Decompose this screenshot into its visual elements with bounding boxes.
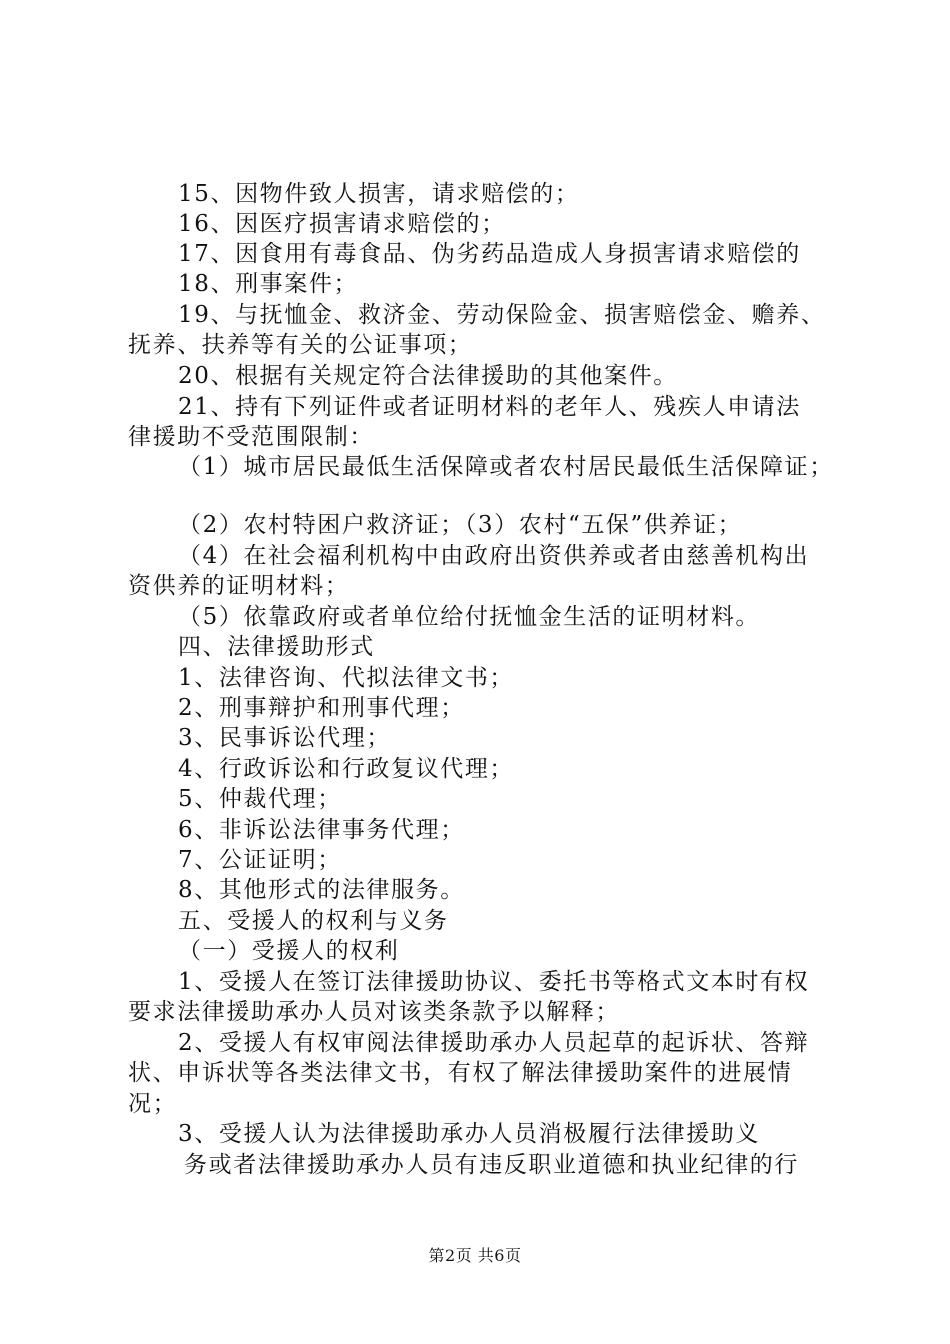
text-line: 16、因医疗损害请求赔偿的； (178, 211, 506, 237)
text-line: 21、持有下列证件或者证明材料的老年人、残疾人申请法 (178, 394, 801, 420)
text-line: 律援助不受范围限制： (128, 424, 374, 450)
text-line: （4）在社会福利机构中由政府出资供养或者由慈善机构出 (178, 543, 810, 569)
subsection-heading: （一）受援人的权利 (178, 938, 400, 964)
text-line: 要求法律援助承办人员对该类条款予以解释； (128, 999, 620, 1025)
text-line: 15、因物件致人损害，请求赔偿的； (178, 181, 580, 207)
text-line: （1）城市居民最低生活保障或者农村居民最低生活保障证； (178, 454, 834, 480)
text-line: 17、因食用有毒食品、伪劣药品造成人身损害请求赔偿的 (178, 241, 801, 267)
text-line: 19、与抚恤金、救济金、劳动保险金、损害赔偿金、赡养、 (178, 302, 826, 328)
text-line: 3、民事诉讼代理； (178, 725, 392, 751)
text-line: 4、行政诉讼和行政复议代理； (178, 756, 515, 782)
text-line: 20、根据有关规定符合法律援助的其他案件。 (178, 363, 678, 389)
text-line: 5、仲裁代理； (178, 786, 342, 812)
text-line: 1、法律咨询、代拟法律文书； (178, 665, 515, 691)
text-line: 2、刑事辩护和刑事代理； (178, 695, 465, 721)
text-line: 抚养、扶养等有关的公证事项； (128, 332, 473, 358)
text-line: 况； (128, 1091, 178, 1117)
text-line: 务或者法律援助承办人员有违反职业道德和执业纪律的行 (184, 1152, 799, 1178)
text-line: 18、刑事案件； (178, 271, 359, 297)
text-line: 7、公证证明； (178, 847, 342, 873)
text-line: 状、申诉状等各类法律文书，有权了解法律援助案件的进展情 (128, 1060, 793, 1086)
text-line: 1、受援人在签订法律援助协议、委托书等格式文本时有权 (178, 969, 810, 995)
page-footer: 第2页 共6页 (428, 1246, 522, 1265)
text-line: （5）依靠政府或者单位给付抚恤金生活的证明材料。 (178, 604, 761, 630)
text-line: 8、其他形式的法律服务。 (178, 877, 465, 903)
text-line: 3、受援人认为法律援助承办人员消极履行法律援助义 (178, 1121, 761, 1147)
section-heading: 四、法律援助形式 (178, 634, 375, 660)
text-line: 资供养的证明材料； (128, 573, 350, 599)
text-line: 2、受援人有权审阅法律援助承办人员起草的起诉状、答辩 (178, 1030, 810, 1056)
text-line: 6、非诉讼法律事务代理； (178, 817, 465, 843)
section-heading: 五、受援人的权利与义务 (178, 908, 449, 934)
text-line: （2）农村特困户救济证；（3）农村“五保”供养证； (178, 512, 743, 538)
